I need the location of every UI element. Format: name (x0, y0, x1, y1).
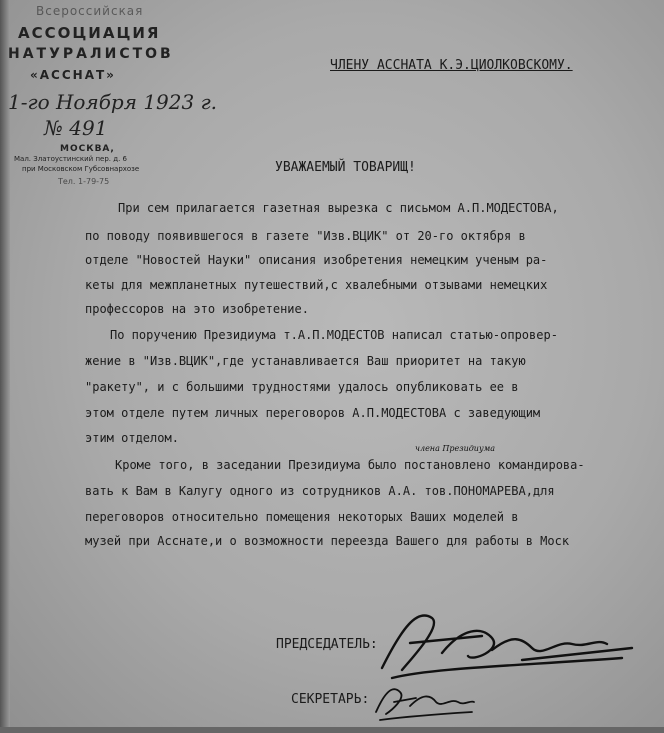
body-line: "ракету", и с большими трудностями удалось опубликовать ее в (85, 380, 519, 394)
stamp-phone: Тел. 1-79-75 (58, 177, 110, 186)
stamp-address-1: Мал. Златоустинский пер. д. 6 (14, 155, 127, 163)
body-line: профессоров на это изобретение. (85, 302, 309, 316)
body-line: вать к Вам в Калугу одного из сотрудников А.А. тов.ПОНОМАРЕВА,для (85, 484, 555, 498)
stamp-number: № 491 (44, 116, 108, 140)
body-line: жение в "Изв.ВЦИК",где устанавливается Ваш приоритет на такую (85, 354, 526, 368)
body-line: По поручению Президиума т.А.П.МОДЕСТОВ написал статью-опровер- (110, 328, 558, 342)
body-line: музей при Асснате,и о возможности переезда Вашего для работы в Моск (85, 534, 570, 548)
secretary-label: СЕКРЕТАРЬ: (291, 692, 370, 707)
body-line: этим отделом. (85, 431, 179, 445)
page-bottom-edge (0, 727, 664, 733)
body-line: Кроме того, в заседании Президиума было постановлено командирова- (115, 458, 585, 472)
stamp-line-3: НАТУРАЛИСТОВ (8, 46, 174, 62)
body-line: кеты для межпланетных путешествий,с хвалебными отзывами немецких (85, 278, 548, 292)
handwritten-note: члена Президиума (415, 444, 495, 453)
body-line: по поводу появившегося в газете "Изв.ВЦИК" от 20-го октября в (85, 229, 526, 243)
body-line: переговоров относительно помещения некоторых Ваших моделей в (85, 510, 519, 524)
greeting: УВАЖАЕМЫЙ ТОВАРИЩ! (275, 160, 416, 175)
secretary-signature (370, 676, 480, 726)
stamp-address-2: при Московском Губсовнархозе (22, 165, 140, 173)
stamp-line-4: «АССНАТ» (30, 68, 116, 82)
body-line: При сем прилагается газетная вырезка с письмом А.П.МОДЕСТОВА, (118, 201, 559, 215)
chairman-signature (372, 598, 652, 688)
stamp-date: 1-го Ноября 1923 г. (8, 90, 218, 114)
stamp-line-2: АССОЦИАЦИЯ (18, 24, 161, 42)
body-line: отделе "Новостей Науки" описания изобретения немецким ученым ра- (85, 253, 548, 267)
body-line: этом отделе путем личных переговоров А.П.МОДЕСТОВА с заведующим (85, 406, 541, 420)
stamp-city: МОСКВА, (60, 144, 115, 154)
addressee: ЧЛЕНУ АССНАТА К.Э.ЦИОЛКОВСКОМУ. (330, 58, 573, 73)
stamp-line-1: Всероссийская (36, 4, 144, 18)
chairman-label: ПРЕДСЕДАТЕЛЬ: (276, 637, 378, 652)
